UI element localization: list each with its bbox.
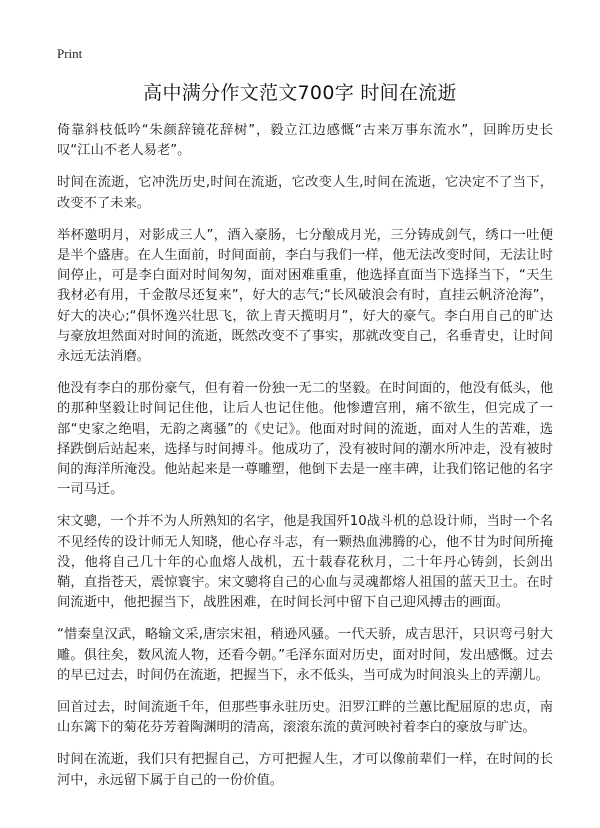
paragraph-1: 倚靠斜枝低吟“朱颜辞镜花辞树”，毅立江边感慨“古来万事东流水”，回眸历史长叹“江山不老人易老”。	[57, 123, 553, 159]
paragraph-2: 时间在流逝，它冲洗历史,时间在流逝，它改变人生,时间在流逝，它决定不了当下，改变不了未来。	[57, 175, 553, 211]
paragraph-6: “惜秦皇汉武，略输文采,唐宗宋祖，稍逊风骚。一代天骄，成吉思汗，只识弯弓射大雕。俱往矣，数风流人物，还看今朝。”毛泽东面对历史，面对时间，发出感慨。过去的早已过去，时间仍在流逝，把握当下，永不低头，当可成为时间浪头上的弄潮儿。	[57, 627, 553, 683]
print-link[interactable]: Print	[57, 46, 83, 61]
paragraph-7: 回首过去，时间流逝千年，但那些事永驻历史。汨罗江畔的兰蕙比配屈原的忠贞，南山东篱下的菊花芬芳着陶渊明的清高，滚滚东流的黄河映衬着李白的豪放与旷达。	[57, 700, 553, 736]
paragraph-3: 举杯邀明月，对影成三人”，酒入豪肠，七分酿成月光，三分铸成剑气，绣口一吐便是半个盛唐。在人生面前，时间面前，李白与我们一样，他无法改变时间，无法让时间停止，可是李白面对时间匆匆，面对困难重重，他选择直面当下选择当下，“天生我材必有用，千金散尽还复来”，好大的志气;“长风破浪会有时，直挂云帆济沧海”，好大的决心;“俱怀逸兴壮思飞，欲上青天揽明月”，好大的豪气。李白用自己的旷达与豪放坦然面对时间的流逝，既然改变不了事实，那就改变自己，名垂青史，让时间永远无法消磨。	[57, 227, 553, 365]
article-body	[57, 121, 553, 803]
paragraph-4: 他没有李白的那份豪气，但有着一份独一无二的坚毅。在时间面的，他没有低头，他的那种坚毅让时间记住他，让后人也记住他。他惨遭宫刑，痛不欲生，但完成了一部“史家之绝唱，无韵之离骚”的《史记》。他面对时间的流逝，面对人生的苦难，选择跌倒后站起来，选择与时间搏斗。他成功了，没有被时间的潮水所冲走，没有被时间的海洋所淹没。他站起来是一尊雕塑，他倒下去是一座丰碑，让我们铭记他的名字一司马迁。	[57, 381, 553, 498]
article-title: 高中满分作文范文700字 时间在流逝	[143, 82, 457, 104]
paragraph-5: 宋文骢，一个并不为人所熟知的名字，他是我国歼10战斗机的总设计师，当时一个名不见经传的设计师无人知晓，他心存斗志，有一颗热血沸腾的心，他不甘为时间所掩没，他将自己几十年的心血熔人战机，五十载春花秋月，二十年丹心铸剑，长剑出鞘，直指苍天，震惊寰宇。宋文骢将自己的心血与灵魂都熔人祖国的蓝天卫士。在时间流逝中，他把握当下，战胜困难，在时间长河中留下自己迎风搏击的画面。	[57, 514, 553, 611]
paragraph-8: 时间在流逝，我们只有把握自己，方可把握人生，才可以像前辈们一样，在时间的长河中，永远留下属于自己的一份价值。	[57, 752, 553, 788]
